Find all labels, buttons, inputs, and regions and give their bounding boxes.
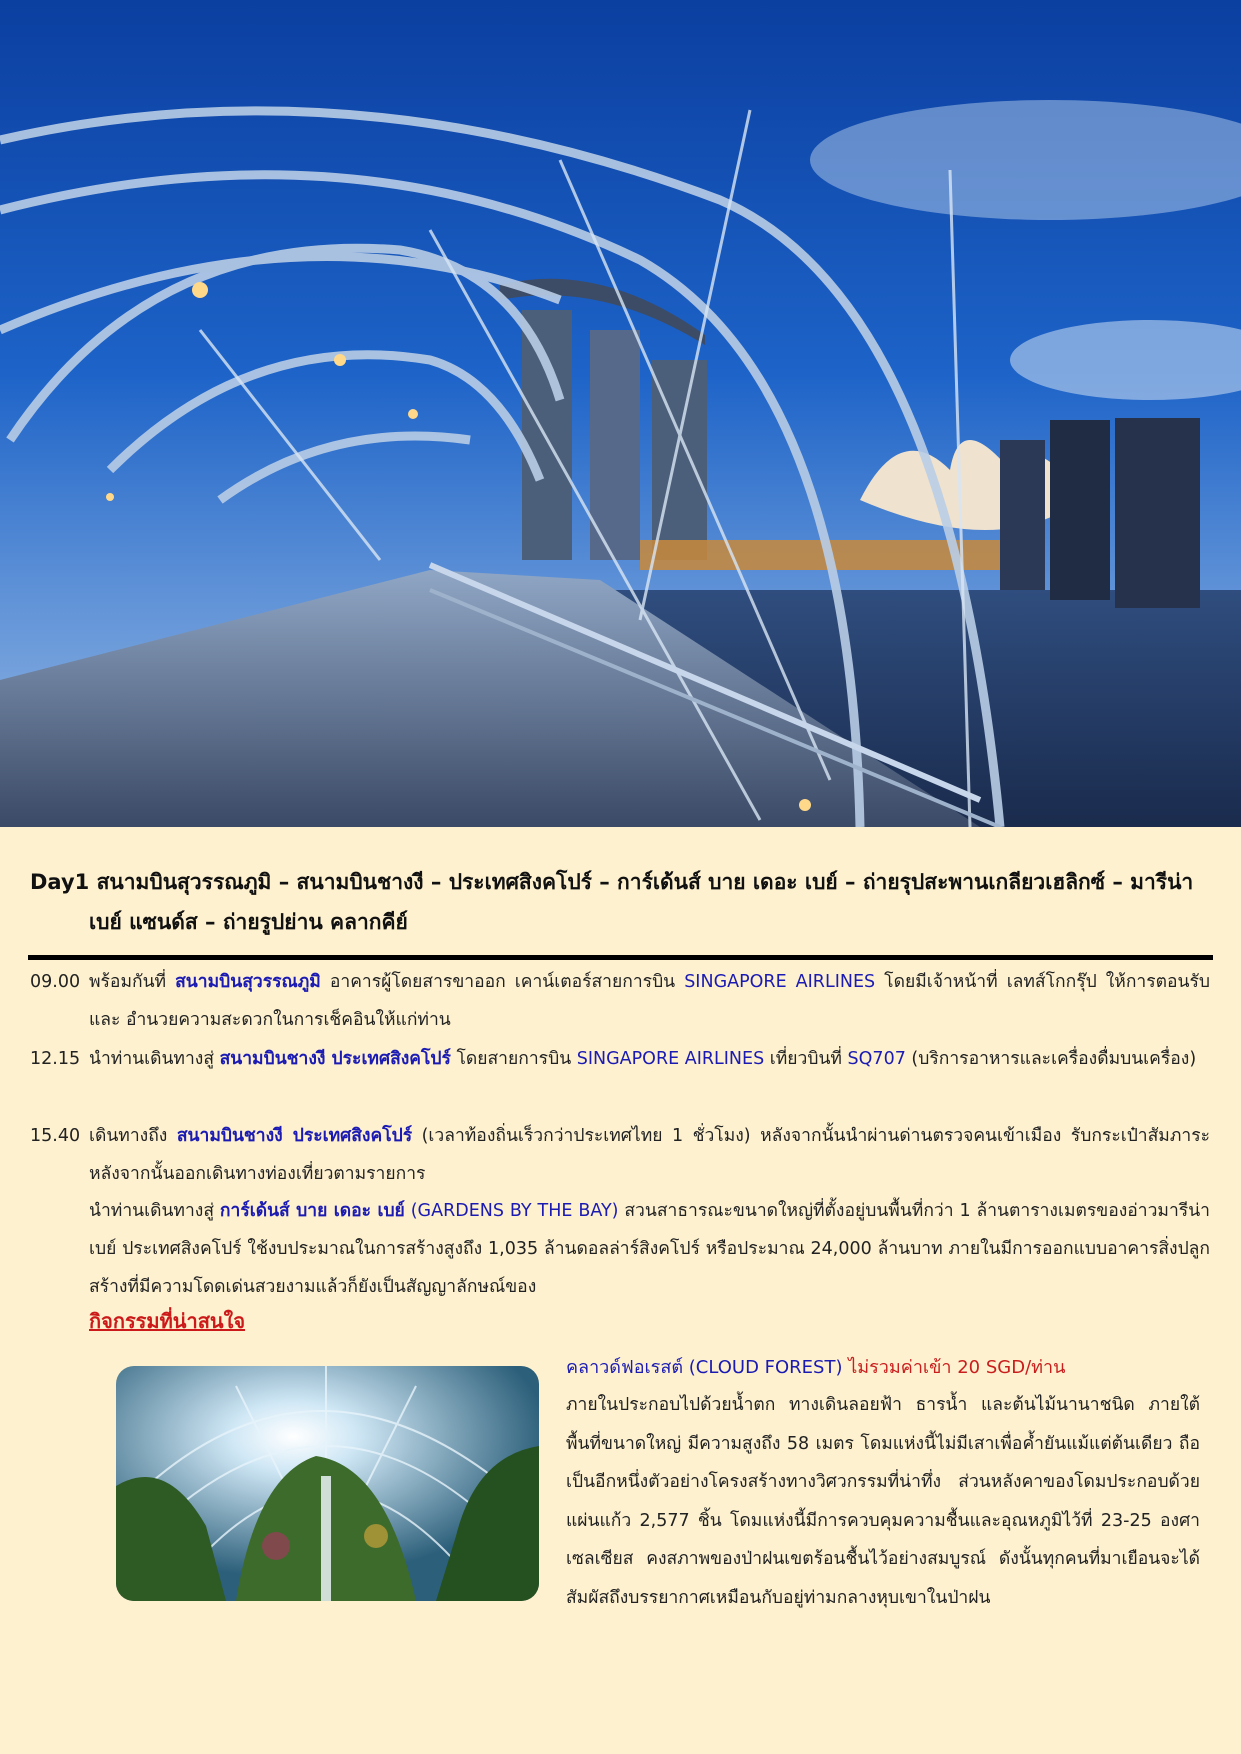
gardens-paragraph — [30, 1192, 1210, 1306]
day-title — [30, 862, 1210, 942]
airport-changi: สนามบินชางงี ประเทศสิงคโปร์ — [176, 1126, 413, 1146]
airline-name: SINGAPORE AIRLINES — [576, 1049, 765, 1069]
entry-text: เดินทางถึง สนามบินชางงี ประเทศสิงคโปร์ (เวลาท้องถิ่นเร็วกว่าประเทศไทย 1 ชั่วโมง) หลังจากนั้นนำผ่านด่านตรวจคนเข้าเมือง รับกระเป๋าสัมภาระ หลังจากนั้นออกเดินทางท่องเที่ยวตามรายการ — [89, 1126, 1211, 1184]
cloud-forest-name: คลาวด์ฟอเรสต์ (CLOUD FOREST) — [566, 1357, 843, 1378]
hero-photo — [0, 0, 1241, 827]
entry-time: 09.00 — [30, 972, 81, 992]
airport-changi: สนามบินชางงี ประเทศสิงคโปร์ — [219, 1049, 451, 1069]
day-title-line2: เบย์ แซนด์ส – ถ่ายรูปย่าน คลากคีย์ — [89, 910, 408, 934]
itinerary-entry-0900 — [30, 963, 1210, 1039]
gardens-name-th: การ์เด้นส์ บาย เดอะ เบย์ — [219, 1201, 405, 1221]
entry-text: นำท่านเดินทางสู่ สนามบินชางงี ประเทศสิงคโปร์ โดยสายการบิน SINGAPORE AIRLINES เที่ยวบินที่ SQ707 (บริการอาหารและเครื่องดื่มบนเครื่อง) — [89, 1049, 1197, 1069]
title-divider — [28, 955, 1213, 960]
itinerary-entry-1215 — [30, 1040, 1210, 1078]
cloud-forest-photo — [116, 1366, 539, 1601]
entry-text: พร้อมกันที่ สนามบินสุวรรณภูมิ อาคารผู้โดยสารขาออก เคาน์เตอร์สายการบิน SINGAPORE AIRLINES โดยมีเจ้าหน้าที่ เลทส์โกกรุ๊ป ให้การตอนรับ และ อำนวยความสะดวกในการเช็คอินให้แก่ท่าน — [89, 972, 1211, 1030]
gardens-name-en: (GARDENS BY THE BAY) — [404, 1201, 619, 1221]
day-title-line1: Day1 สนามบินสุวรรณภูมิ – สนามบินชางงี – ประเทศสิงคโปร์ – การ์เด้นส์ บาย เดอะ เบย์ – ถ่ายรุปสะพานเกลียวเฮลิกซ์ – มารีน่า — [30, 870, 1194, 894]
activity-heading: กิจกรรมที่น่าสนใจ — [89, 1309, 246, 1333]
entry-time: 15.40 — [30, 1126, 81, 1146]
gardens-text: นำท่านเดินทางสู่ การ์เด้นส์ บาย เดอะ เบย์ (GARDENS BY THE BAY) สวนสาธารณะขนาดใหญ่ที่ตั้งอยู่บนพื้นที่กว่า 1 ล้านตารางเมตรของอ่าวมารีน่า เบย์ ประเทศสิงคโปร์ ใช้งบประมาณในการสร้างสูงถึง 1,035 ล้านดอลล่าร์สิงคโปร์ หรือประมาณ 24,000 ล้านบาท ภายในมีการออกแบบอาคารสิ่งปลูกสร้างที่มีความโดดเด่นสวยงามแล้วก็ยังเป็นสัญญาลักษณ์ของ — [89, 1201, 1210, 1297]
airport-suvarnabhumi: สนามบินสุวรรณภูมิ — [175, 972, 321, 992]
cloud-forest-title — [566, 1350, 1065, 1386]
entry-time: 12.15 — [30, 1049, 81, 1069]
airline-name: SINGAPORE AIRLINES — [684, 972, 876, 992]
cloud-forest-description: ภายในประกอบไปด้วยน้ำตก ทางเดินลอยฟ้า ธารน้ำ และต้นไม้นานาชนิด ภายใต้พื้นที่ขนาดใหญ่ มีความสูงถึง 58 เมตร โดมแห่งนี้ไม่มีเสาเพื่อค้ำยันแม้แต่ต้นเดียว ถือเป็นอีกหนึ่งตัวอย่างโครงสร้างทางวิศวกรรมที่น่าทึ่ง ส่วนหลังคาของโดมประกอบด้วยแผ่นแก้ว 2,577 ชิ้น โดมแห่งนี้มีการควบคุมความชื้นและอุณหภูมิไว้ที่ 23-25 องศาเซลเซียส คงสภาพของป่าฝนเขตร้อนชื้นไว้อย่างสมบูรณ์ ดังนั้นทุกคนที่มาเยือนจะได้สัมผัสถึงบรรยากาศเหมือนกับอยู่ท่ามกลางหุบเขาในป่าฝน — [566, 1395, 1200, 1608]
itinerary-entry-1540 — [30, 1117, 1210, 1193]
cloud-forest-fee: ไม่รวมค่าเข้า 20 SGD/ท่าน — [842, 1357, 1066, 1378]
flight-number: SQ707 — [847, 1049, 906, 1069]
